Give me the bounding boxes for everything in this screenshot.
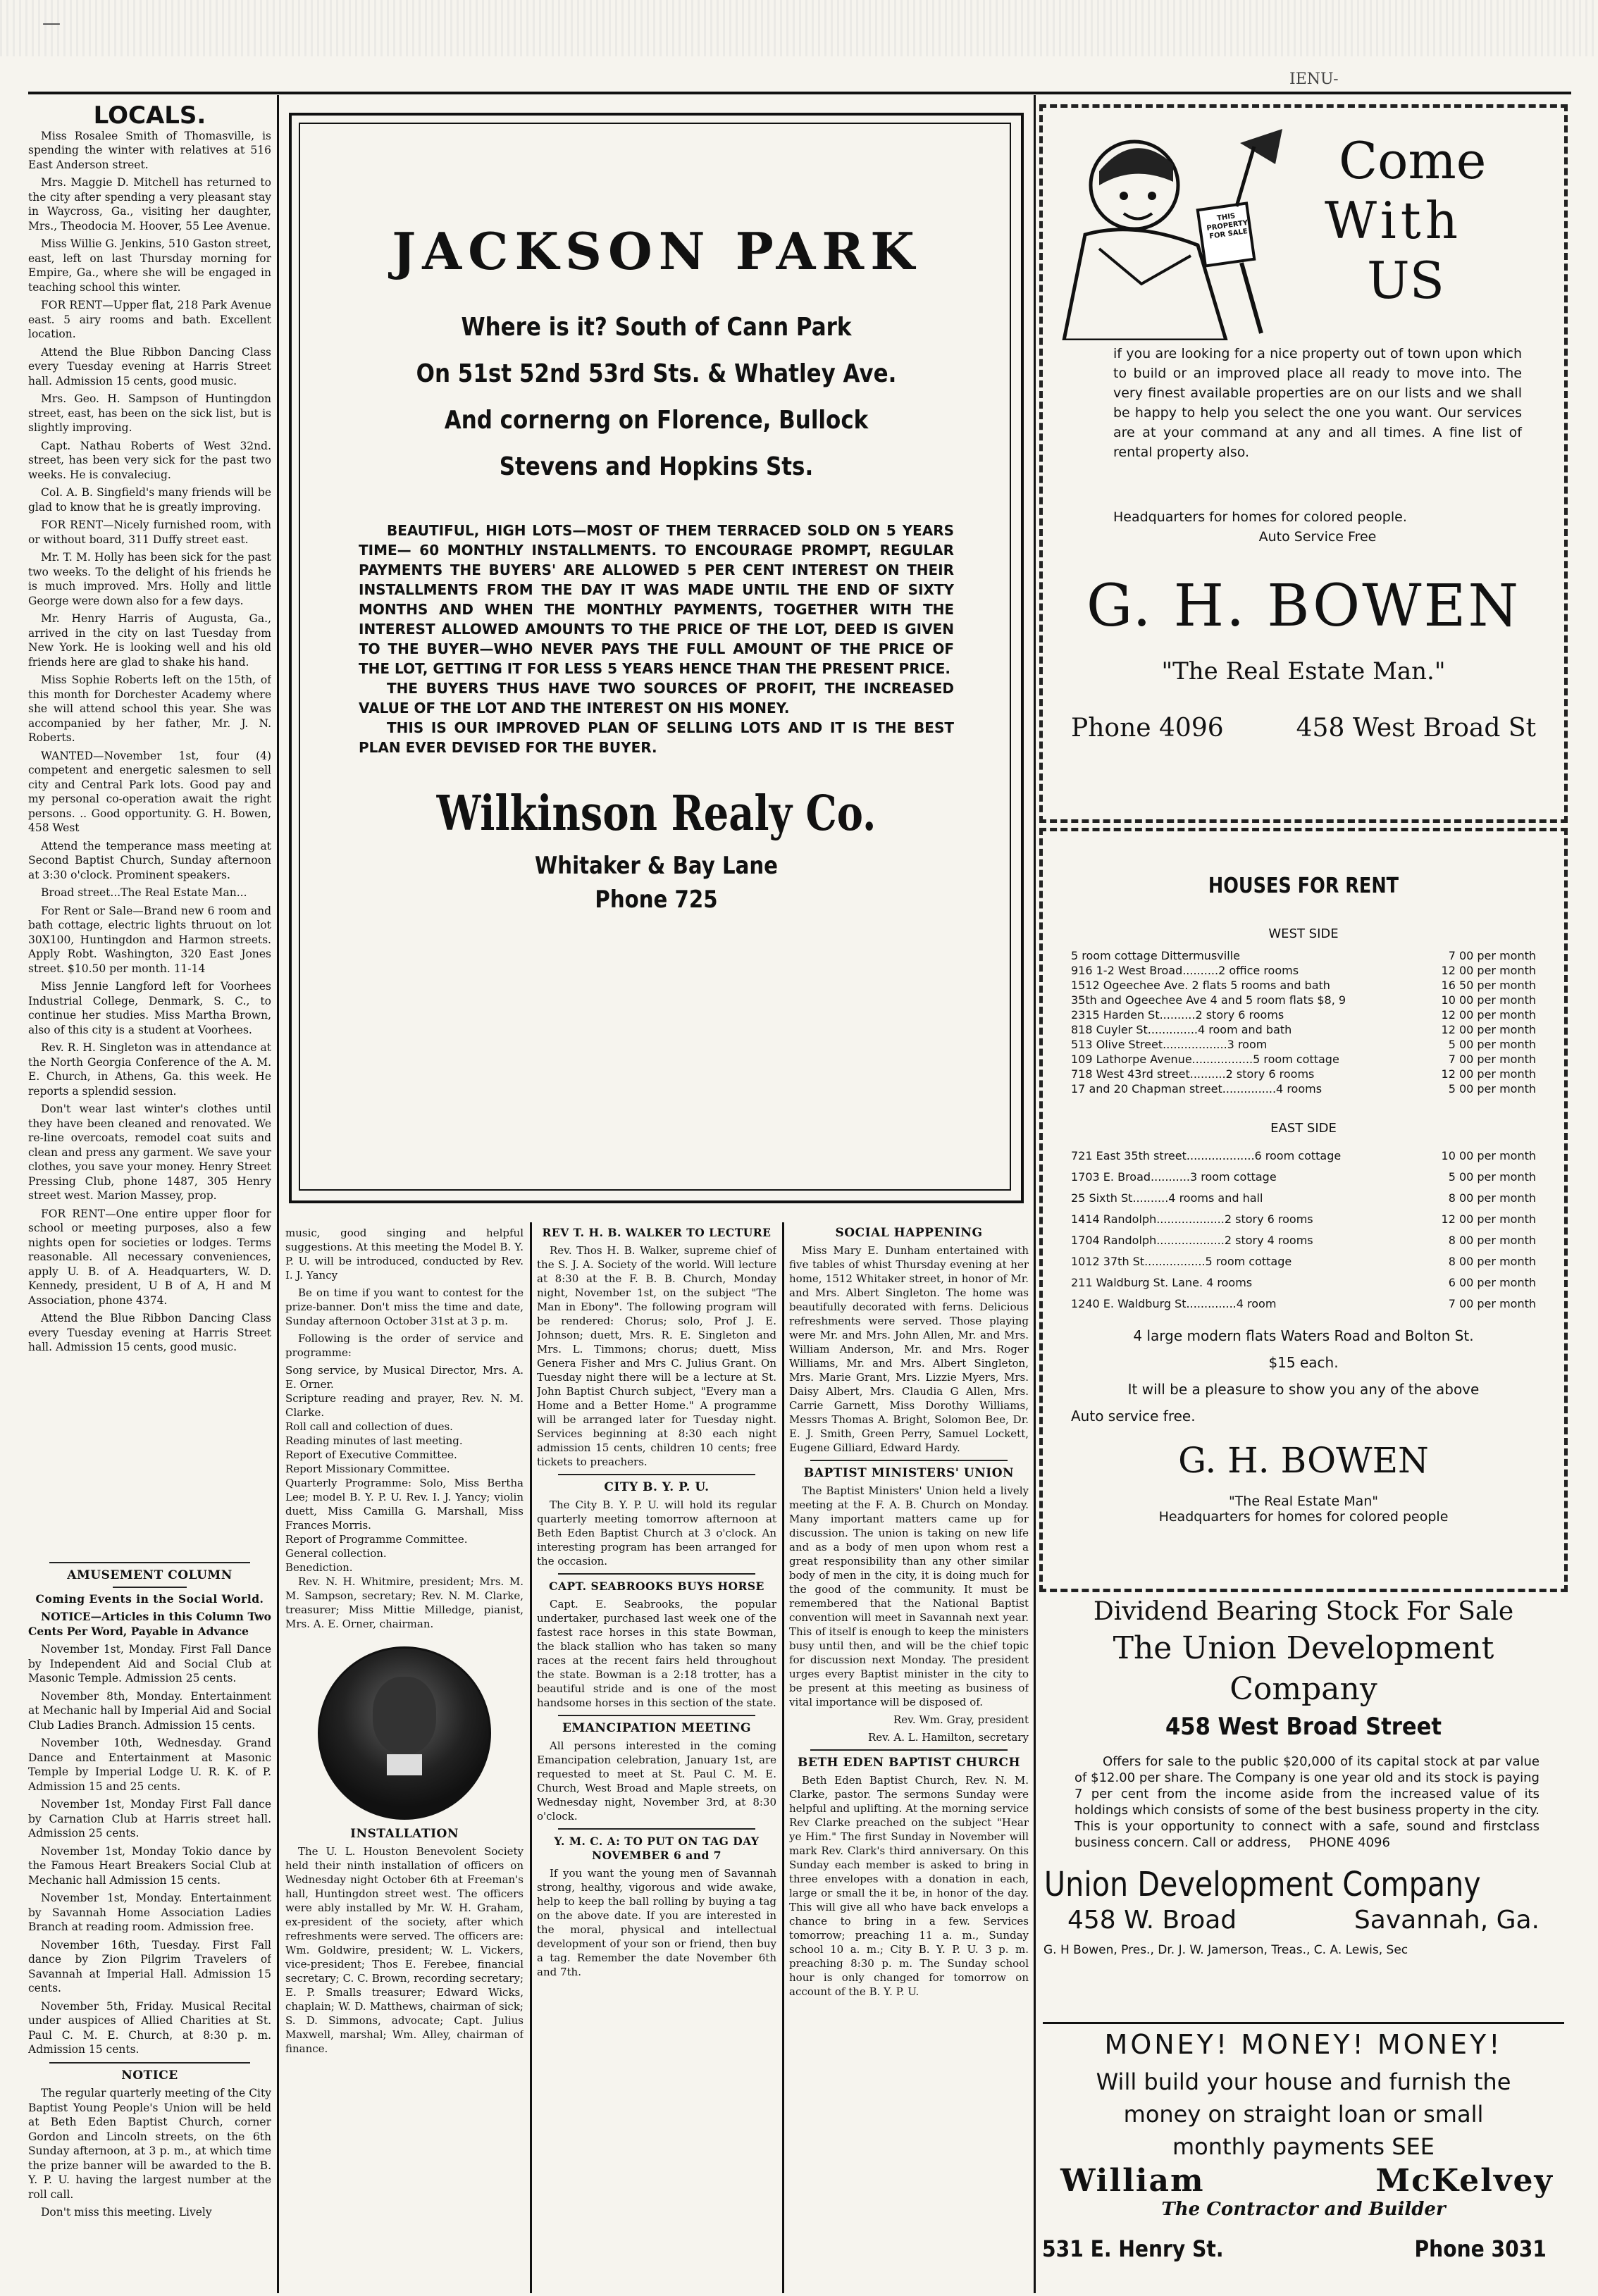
local-news-item: Miss Jennie Langford left for Voorhees Industrial College, Denmark, S. C., to continue her studies. Miss Martha Brown, also of this city is a student at Voorhees. <box>28 980 271 1036</box>
rent-address: 109 Lathorpe Avenue.................5 room cottage <box>1071 1053 1339 1066</box>
scan-noise-strip <box>0 0 1598 56</box>
body-para-1: BEAUTIFUL, HIGH LOTS—MOST OF THEM TERRACED SOLD ON 5 YEARS TIME— 60 MONTHLY INSTALLMENTS. TO ENCOURAGE PROMPT, REGULAR PAYMENTS THE BUYERS' ARE ALLOWED 5 PER CENT INTEREST ON THEIR INSTALLMENTS FROM THE DAY IT WAS MADE UNTIL THE END OF SIXTY MONTHS AND WHEN THE MONTHLY PAYMENTS, TOGETHER WITH THE INTEREST ALLOWED AMOUNTS TO THE PRICE OF THE LOT, DEED IS GIVEN TO THE BUYER—WHO NEVER PAYS THE FULL AMOUNT OF THE PRICE OF THE LOT, GETTING IT FOR LESS 5 YEARS HENCE THAN THE PRESENT PRICE. <box>359 522 954 677</box>
company-address: Whitaker & Bay Lane <box>535 852 778 880</box>
program-list <box>285 1363 524 1575</box>
stock-body-text: Offers for sale to the public $20,000 of its capital stock at par value of $12.00 per share. The Company is one year old and its stock is paying 7 per cent from the income aside from the increased value of its holdings which consists of some of the best business property in the city. This is your opportunity to connect with a safe, sound and firstclass business concern. Call or address, <box>1074 1754 1540 1850</box>
flats-price: $15 each. <box>1268 1354 1339 1371</box>
rent-address: 721 East 35th street...................6 room cottage <box>1071 1149 1342 1162</box>
ministers-union-text: The Baptist Ministers' Union held a lively meeting at the F. A. B. Church on Monday. Many important matters came up for discussion. The union is taking on new life and as a body of men upon whom rest a great responsibility than any other similar body of men in the city, it is doing much for the good of the community. It must be remembered that the National Baptist convention will meet in Savannah next year. This of itself is enough to keep the ministers busy until then, and will be the chief topic for discussion next Monday. The president urges every Baptist minister in the city to be present at this meeting as business of vital importance will be disposed of. <box>789 1484 1029 1708</box>
rent-price: 16 50 per month <box>1441 979 1536 992</box>
west-side-list <box>1071 948 1536 1096</box>
mckelvey-trade: The Contractor and Builder <box>1161 2199 1446 2220</box>
program-item: Report of Executive Committee. <box>285 1448 457 1461</box>
bowen-ad-address: 458 West Broad St <box>1296 714 1536 743</box>
masthead-left: — <box>42 13 61 34</box>
mckelvey-line-1: Will build your house and furnish the <box>1096 2068 1511 2095</box>
local-news-item: Mr. T. M. Holly has been sick for the past two weeks. To the delight of his friends he is much improved. Mrs. Holly and little George were down also for a few days. <box>28 551 271 607</box>
location-line-4: Stevens and Hopkins Sts. <box>499 452 814 481</box>
bowen-come-with-us-ad <box>1039 104 1568 823</box>
event-item: November 1st, Monday. First Fall Dance by Independent Aid and Social Club at Masonic Temple. Admission 25 cents. <box>28 1643 271 1684</box>
local-news-item: Mrs. Geo. H. Sampson of Huntingdon street, east, has been on the sick list, but is slightly improving. <box>28 392 271 434</box>
amusement-column <box>28 1557 271 2290</box>
body-para-3: THIS IS OUR IMPROVED PLAN OF SELLING LOTS AND IT IS THE BEST PLAN EVER DEVISED FOR THE BUYER. <box>359 719 954 756</box>
rent-price: 5 00 per month <box>1448 1038 1536 1051</box>
union-development-ad <box>1039 1596 1568 2018</box>
rent-price: 7 00 per month <box>1448 949 1536 962</box>
local-news-item: Attend the Blue Ribbon Dancing Class every Tuesday evening at Harris Street hall. Admission 15 cents, good music. <box>28 1312 271 1353</box>
bowen-ad-body: if you are looking for a nice property out of town upon which to build or an improved place all ready to move into. The very finest available properties are on our lists and we shall be happy to help you select the one you want. Our services are at your command at any and all times. A fine list of rental property also. <box>1113 346 1522 460</box>
rent-listing-row <box>1071 948 1536 963</box>
east-side-label: EAST SIDE <box>1270 1121 1337 1136</box>
company-title: The Union Development Company <box>1113 1630 1494 1707</box>
rent-listing-row <box>1071 1272 1536 1293</box>
event-item: November 16th, Tuesday. First Fall dance by Zion Pilgrim Travelers of Savannah at Imperial Hall. Admission 15 cents. <box>28 1938 271 1994</box>
union-signature-1: Rev. Wm. Gray, president <box>893 1713 1029 1726</box>
local-news-item: WANTED—November 1st, four (4) competent and energetic salesmen to sell city and Central Park lots. Good pay and my personal co-operation await the right persons. .. Good opportunity. G. H. Bowen, 458 West <box>28 749 271 834</box>
union-dev-name: Union Development Company <box>1043 1865 1481 1904</box>
col-rule-1 <box>277 95 279 2293</box>
rent-address: 35th and Ogeechee Ave 4 and 5 room flats $8, 9 <box>1071 993 1346 1007</box>
rent-address: 1414 Randolph...................2 story 6 rooms <box>1071 1212 1313 1226</box>
headline-us: US <box>1367 251 1445 310</box>
rent-listing-row <box>1071 963 1536 978</box>
divider <box>558 1715 755 1716</box>
company-street: 458 West Broad Street <box>1165 1713 1442 1741</box>
flats-line: 4 large modern flats Waters Road and Bolton St. <box>1133 1327 1474 1344</box>
local-news-item: Miss Willie G. Jenkins, 510 Gaston street, east, left on last Thursday morning for Empire, Ga., where she will be engaged in teaching school this winter. <box>28 237 271 294</box>
social-column <box>789 1226 1029 2293</box>
headline-with: With <box>1325 191 1463 250</box>
rent-price: 5 00 per month <box>1448 1170 1536 1184</box>
mckelvey-first-name: William <box>1060 2163 1205 2199</box>
program-item: Quarterly Programme: Solo, Miss Bertha Lee; model B. Y. P. U. Rev. I. J. Yancy; violin duett, Miss Camilla G. Marshall, Miss Frances Morris. <box>285 1477 524 1532</box>
local-news-item: Capt. Nathau Roberts of West 32nd. street, has been very sick for the past two weeks. He is convaleciug. <box>28 439 271 481</box>
col-rule-4 <box>782 1222 784 2293</box>
money-headline: MONEY! MONEY! MONEY! <box>1104 2029 1503 2060</box>
rent-price: 6 00 per month <box>1448 1276 1536 1289</box>
auto-service-line: Auto service free. <box>1071 1408 1196 1425</box>
rent-address: 818 Cuyler St..............4 room and bath <box>1071 1023 1292 1036</box>
local-news-item: FOR RENT—Nicely furnished room, with or without board, 311 Duffy street east. <box>28 519 271 546</box>
rent-address: 25 Sixth St..........4 rooms and hall <box>1071 1191 1263 1205</box>
stock-body <box>1074 1754 1540 1851</box>
rent-address: 2315 Harden St..........2 story 6 rooms <box>1071 1008 1284 1022</box>
emancipation-text: All persons interested in the coming Emancipation celebration, January 1st, are requested to meet at St. Paul C. M. E. Church, West Broad and Maple streets, on Wednesday night, November 3rd, at 8:30 o'clock. <box>537 1739 776 1823</box>
portrait-face-icon <box>373 1677 436 1754</box>
rent-price: 7 00 per month <box>1448 1297 1536 1310</box>
beth-eden-text: Beth Eden Baptist Church, Rev. N. M. Clarke, pastor. The sermons Sunday were helpful and uplifting. At the morning service Rev Clarke preached on the subject "Hear ye Him." The first Sunday in November will mark Rev. Clark's third anniversary. On this Sunday each member is asked to bring in three envelopes with a donation in each, large or small the it be, in honor of the day. This will give all who have back envelops a chance to bring in a few. Services tomorrow; preaching 11 a. m., Sunday school 10 a. m.; City B. Y. P. U. 3 p. m. preaching 8:30 p. m. The Sunday school hour is only changed for tomorrow on account of the B. Y. P. U. <box>789 1774 1029 1998</box>
mckelvey-phone: Phone 3031 <box>1414 2235 1547 2262</box>
walker-text: Rev. Thos H. B. Walker, supreme chief of the S. J. A. Society of the world. Will lecture at 8:30 at the F. B. B. Church, Monday night, November 1st, on the subject "The Man in Ebony". The following program will be rendered: Chorus; solo, Prof J. E. Johnson; duett, Mrs. R. E. Singleton and Mrs. L. Timmons; chorus; duett, Miss Genera Fisher and Mrs C. Julius Grant. On Tuesday night there will be a lecture at St. John Baptist Church subject, "Every man a Home and a Better Home." A programme will be arranged later for Tuesday night. Services beginning at 8:30 each night admission 15 cents, children 10 cents; free tickets to preachers. <box>537 1244 776 1468</box>
east-side-list <box>1071 1146 1536 1315</box>
program-item: Scripture reading and prayer, Rev. N. M. Clarke. <box>285 1392 524 1419</box>
ministers-union-title: BAPTIST MINISTERS' UNION <box>803 1466 1015 1480</box>
location-line-2: On 51st 52nd 53rd Sts. & Whatley Ave. <box>416 359 897 388</box>
salesman-illustration-icon <box>1057 122 1289 340</box>
rent-price: 8 00 per month <box>1448 1191 1536 1205</box>
social-text: Miss Mary E. Dunham entertained with five tables of whist Thursday evening at her home, 1512 Whitaker street, in honor of Mr. and Mrs. Albert Singleton. The home was beautifully decorated with ferns. Delicious refreshments were served. Those playing were Mr. and Mrs. John Allen, Mr. and Mrs. William Anderson, Mr. and Mrs. Roger Williams, Mr. and Mrs. Albert Singleton, Mrs. Marie Grant, Mrs. Lizzie Myers, Mrs. Daisy Albert, Mrs. Claudia G Allen, Mrs. Carrie Garnett, Miss Dorothy Williams, Messrs Thomas A. Bright, Solomon Bee, Dr. E. J. Smith, Green Perry, Samuel Lockett, Eugene Gilliard, Edward Hardy. <box>789 1244 1029 1454</box>
rent-address: 513 Olive Street..................3 room <box>1071 1038 1268 1051</box>
bowen-ad-name: G. H. BOWEN <box>1086 573 1521 640</box>
program-item: Report Missionary Committee. <box>285 1463 450 1475</box>
rent-listing-row <box>1071 1022 1536 1037</box>
walker-column <box>537 1226 776 2293</box>
local-news-item: Don't wear last winter's clothes until they have been cleaned and renovated. We re-line overcoats, remodel coat suits and clean and press any garment. We save your clothes, you save your money. Henry Street Pressing Club, phone 1487, 305 Henry street west. Marion Massey, prop. <box>28 1103 271 1202</box>
program-item: Benediction. <box>285 1561 353 1574</box>
masthead-right: IENU- <box>1289 70 1339 88</box>
social-title: SOCIAL HAPPENING <box>835 1226 983 1240</box>
houses-title: HOUSES FOR RENT <box>1208 874 1399 898</box>
rent-address: 1512 Ogeechee Ave. 2 flats 5 rooms and bath <box>1071 979 1330 992</box>
rent-listing-row <box>1071 1081 1536 1096</box>
pleasure-line: It will be a pleasure to show you any of the above <box>1127 1381 1480 1398</box>
location-line-1: Where is it? South of Cann Park <box>461 313 852 342</box>
local-news-item: Attend the temperance mass meeting at Second Baptist Church, Sunday afternoon at 3:30 o'clock. Prominent speakers. <box>28 839 271 881</box>
amusement-subtitle: Coming Events in the Social World. <box>35 1591 264 1606</box>
horse-text: Capt. E. Seabrooks, the popular undertaker, purchased last week one of the fastest race horses in this state Bowman, the black stallion who has taken so many races at the recent fairs held throughout the state. Bowman is a 2:18 trotter, has a beautiful stride and is one of the most handsome horses in this section of the state. <box>537 1598 776 1709</box>
local-news-item: FOR RENT—Upper flat, 218 Park Avenue east. 5 airy rooms and bath. Excellent location. <box>28 299 271 340</box>
west-side-label: WEST SIDE <box>1268 926 1339 941</box>
mckelvey-line-2: money on straight loan or small <box>1123 2101 1484 2128</box>
sign-text: THIS PROPERTY FOR SALE <box>1206 212 1249 241</box>
rent-listing-row <box>1071 1230 1536 1251</box>
locals-column <box>28 106 271 1557</box>
rent-price: 10 00 per month <box>1441 1149 1536 1162</box>
rent-price: 8 00 per month <box>1448 1234 1536 1247</box>
rent-price: 7 00 per month <box>1448 1053 1536 1066</box>
local-news-item: Col. A. B. Singfield's many friends will be glad to know that he is greatly improving. <box>28 486 271 514</box>
officers-list: Rev. N. H. Whitmire, president; Mrs. M. M. Sampson, secretary; Rev. N. M. Clarke, treasurer; Miss Mittie Milledge, pianist, Mrs. A. E. Orner, chairman. <box>285 1575 524 1630</box>
divider <box>558 1828 755 1830</box>
local-news-item: Miss Sophie Roberts left on the 15th, of this month for Dorchester Academy where she will attend school this year. She was accompanied by her father, Mr. J. N. Roberts. <box>28 674 271 744</box>
top-rule <box>28 92 1571 94</box>
event-item: November 8th, Monday. Entertainment at Mechanic hall by Imperial Aid and Social Club Ladies Branch. Admission 15 cents. <box>28 1689 271 1732</box>
rent-price: 12 00 per month <box>1441 1023 1536 1036</box>
rent-address: 17 and 20 Chapman street...............4 rooms <box>1071 1082 1323 1096</box>
locals-title: LOCALS. <box>93 106 206 130</box>
bowen-ad-hq: Headquarters for homes for colored people. <box>1113 509 1407 525</box>
rent-address: 211 Waldburg St. Lane. 4 rooms <box>1071 1276 1253 1289</box>
rent-address: 1703 E. Broad...........3 room cottage <box>1071 1170 1277 1184</box>
rent-listing-row <box>1071 1167 1536 1188</box>
divider-mckelvey <box>1043 2022 1564 2024</box>
local-news-item: Attend the Blue Ribbon Dancing Class every Tuesday evening at Harris Street hall. Admission 15 cents, good music. <box>28 345 271 387</box>
divider <box>558 1573 755 1575</box>
rent-address: 718 West 43rd street..........2 story 6 rooms <box>1071 1067 1315 1081</box>
jackson-park-ad <box>289 113 1024 1203</box>
portrait-photo <box>318 1646 491 1820</box>
event-list <box>28 1642 271 2057</box>
notice-closing: Don't miss this meeting. Lively <box>41 2206 212 2219</box>
local-news-item: Mr. Henry Harris of Augusta, Ga., arrived in the city on last Tuesday from New York. He is looking well and his old friends here are glad to shake his hand. <box>28 612 271 669</box>
event-item: November 5th, Friday. Musical Recital under auspices of Allied Charities at St. Paul C. M. E. Church, at 8:30 p. m. Admission 15 cents. <box>28 1999 271 2056</box>
rent-price: 12 00 per month <box>1441 1008 1536 1022</box>
jackson-park-title: JACKSON PARK <box>392 221 921 281</box>
installation-text: The U. L. Houston Benevolent Society held their ninth installation of officers on Wednesday night October 6th at Freeman's hall, Huntingdon street west. The officers were ably installed by Mr. W. H. Graham, ex-president of the society, after which refreshments were served. The officers are: Wm. Goldwire, president; W. L. Vickers, vice-president; Thos E. Ferebee, financial secretary; C. C. Brown, recording secretary; E. P. Smalls treasurer; Edward Wicks, chaplain; W. D. Matthews, chairman of sick; S. D. Simmons, advocate; Capt. Julius Maxwell, marshal; Wm. Alley, chairman of finance. <box>285 1845 524 2055</box>
horse-title: CAPT. SEABROOKS BUYS HORSE <box>549 1580 764 1593</box>
houses-hq: Headquarters for homes for colored people <box>1158 1509 1449 1525</box>
city-bypu-title: CITY B. Y. P. U. <box>604 1480 710 1494</box>
divider <box>113 1587 187 1588</box>
city-bypu-text: The City B. Y. P. U. will hold its regular quarterly meeting tomorrow afternoon at Beth Eden Baptist Church at 3 o'clock. An interesting program has been arranged for the occasion. <box>537 1498 776 1568</box>
installation-para-1: Be on time if you want to contest for the prize-banner. Don't miss the time and date, Sunday afternoon October 31st at 3 p. m. <box>285 1286 524 1327</box>
rent-listing-row <box>1071 978 1536 993</box>
company-name: Wilkinson Realy Co. <box>436 786 877 842</box>
ymca-title: Y. M. C. A: TO PUT ON TAG DAY NOVEMBER 6 and 7 <box>554 1835 760 1862</box>
program-item: Roll call and collection of dues. <box>285 1420 453 1433</box>
rent-price: 12 00 per month <box>1441 964 1536 977</box>
location-line-3: And cornerng on Florence, Bullock <box>444 406 869 435</box>
union-dev-officers: G. H Bowen, Pres., Dr. J. W. Jamerson, Treas., C. A. Lewis, Sec <box>1043 1943 1408 1957</box>
divider <box>49 1562 250 1563</box>
rent-listing-row <box>1071 1188 1536 1209</box>
rent-listing-row <box>1071 993 1536 1007</box>
program-item: General collection. <box>285 1547 387 1560</box>
rent-address: 916 1-2 West Broad..........2 office rooms <box>1071 964 1299 977</box>
rent-price: 10 00 per month <box>1441 993 1536 1007</box>
body-para-2: THE BUYERS THUS HAVE TWO SOURCES OF PROFIT, THE INCREASED VALUE OF THE LOT AND THE INTEREST ON HIS MONEY. <box>359 680 954 716</box>
union-dev-address: 458 W. Broad <box>1067 1906 1237 1935</box>
rent-address: 5 room cottage Dittermusville <box>1071 949 1240 962</box>
local-news-item: Rev. R. H. Singleton was in attendance at the North Georgia Conference of the A. M. E. Church, in Athens, Ga. this week. He reports a splendid session. <box>28 1041 271 1098</box>
rent-listing-row <box>1071 1293 1536 1315</box>
installation-lead: music, good singing and helpful suggestions. At this meeting the Model B. Y. P. U. will be introduced, conducted by Rev. I. J. Yancy <box>285 1227 524 1282</box>
rent-listing-row <box>1071 1209 1536 1230</box>
bowen-ad-phone: Phone 4096 <box>1071 714 1224 743</box>
mckelvey-line-3: monthly payments SEE <box>1172 2133 1435 2160</box>
local-news-item: FOR RENT—One entire upper floor for school or meeting purposes, also a few nights open for societies or lodges. Terms reasonable. All necessary conveniences, apply U. B. of A. Headquarters, W. D. Kennedy, president, U B of A, H and M Association, phone 4374. <box>28 1207 271 1307</box>
company-phone: Phone 725 <box>595 886 718 914</box>
union-dev-city: Savannah, Ga. <box>1354 1906 1540 1935</box>
stock-title: Dividend Bearing Stock For Sale <box>1093 1597 1514 1626</box>
beth-eden-title: BETH EDEN BAPTIST CHURCH <box>798 1756 1020 1770</box>
col-rule-3 <box>530 1222 532 2293</box>
local-news-item: Miss Rosalee Smith of Thomasville, is spending the winter with relatives at 516 East Anderson street. <box>28 129 271 171</box>
bowen-ad-auto: Auto Service Free <box>1258 529 1377 545</box>
divider <box>558 1474 755 1475</box>
houses-for-rent-ad <box>1039 828 1568 1592</box>
rent-listing-row <box>1071 1052 1536 1067</box>
ymca-text: If you want the young men of Savannah strong, healthy, vigorous and wide awake, help to keep the ball rolling by buying a tag on the above date. If you are interested in the moral, physical and intellectual development of your son or friend, then buy a tag. Remember the date November 6th and 7th. <box>537 1867 776 1978</box>
divider <box>810 1749 1008 1751</box>
jackson-park-body <box>320 521 993 757</box>
event-item: November 1st, Monday. Entertainment by Savannah Home Association Ladies Branch at reading room. Admission free. <box>28 1892 271 1933</box>
rent-price: 8 00 per month <box>1448 1255 1536 1268</box>
program-item: Song service, by Musical Director, Mrs. A. E. Orner. <box>285 1364 524 1391</box>
mckelvey-address: 531 E. Henry St. <box>1042 2235 1224 2262</box>
notice-text: The regular quarterly meeting of the City Baptist Young People's Union will be held at Beth Eden Baptist Church, corner Gordon and Lincoln streets, on the 6th Sunday afternoon, at 3 p. m., at which time the prize banner will be awarded to the B. Y. P. U. having the largest number at the roll call. <box>28 2087 271 2201</box>
event-item: November 1st, Monday First Fall dance by Carnation Club at Harris street hall. Admission 25 cents. <box>28 1798 271 1839</box>
program-item: Report of Programme Committee. <box>285 1533 468 1546</box>
divider <box>810 1460 1008 1461</box>
amusement-notice: NOTICE—Articles in this Column Two Cents Per Word, Payable in Advance <box>28 1610 271 1638</box>
local-news-item: Mrs. Maggie D. Mitchell has returned to the city after spending a very pleasant stay in Waycross, Ga., visiting her daughter, Mrs., Theodocia M. Hoover, 55 Lee Avenue. <box>28 176 271 232</box>
houses-bowen-name: G. H. BOWEN <box>1178 1440 1429 1481</box>
divider <box>49 2062 250 2064</box>
event-item: November 10th, Wednesday. Grand Dance and Entertainment at Masonic Temple by Imperial Lodge U. R. K. of P. Admission 15 and 25 cents. <box>28 1737 271 1793</box>
installation-para-2: Following is the order of service and programme: <box>285 1332 524 1359</box>
rent-price: 5 00 per month <box>1448 1082 1536 1096</box>
mckelvey-last-name: McKelvey <box>1375 2163 1554 2199</box>
walker-title: REV T. H. B. WALKER TO LECTURE <box>542 1226 772 1239</box>
rent-listing-row <box>1071 1251 1536 1272</box>
installation-title: INSTALLATION <box>350 1827 459 1841</box>
rent-listing-row <box>1071 1146 1536 1167</box>
local-news-item: Broad street...The Real Estate Man... <box>41 886 247 899</box>
rent-listing-row <box>1071 1067 1536 1081</box>
local-news-item: For Rent or Sale—Brand new 6 room and bath cottage, electric lights thruout on lot 30X100, Huntingdon and Harmon streets. Apply Robt. Washington, 320 East Jones street. $10.50 per month. 11-14 <box>28 904 271 975</box>
emancipation-title: EMANCIPATION MEETING <box>562 1721 752 1735</box>
locals-paragraphs <box>28 129 271 1355</box>
amusement-title: AMUSEMENT COLUMN <box>67 1568 233 1582</box>
union-signature-2: Rev. A. L. Hamilton, secretary <box>867 1731 1029 1744</box>
event-item: November 1st, Monday Tokio dance by the Famous Heart Breakers Social Club at Mechanic hall Admission 15 cents. <box>28 1844 271 1887</box>
houses-tagline: "The Real Estate Man" <box>1228 1494 1379 1509</box>
rent-listing-row <box>1071 1007 1536 1022</box>
rent-price: 12 00 per month <box>1441 1212 1536 1226</box>
program-item: Reading minutes of last meeting. <box>285 1434 463 1447</box>
headline-come: Come <box>1339 131 1487 190</box>
bowen-ad-tagline: "The Real Estate Man." <box>1161 657 1446 685</box>
rent-price: 12 00 per month <box>1441 1067 1536 1081</box>
col-rule-2 <box>1034 95 1036 2293</box>
rent-address: 1012 37th St.................5 room cottage <box>1071 1255 1292 1268</box>
portrait-collar-icon <box>387 1754 422 1775</box>
stock-phone: PHONE 4096 <box>1309 1835 1390 1850</box>
mckelvey-ad <box>1039 2029 1568 2290</box>
installation-column <box>285 1226 524 2293</box>
notice-title: NOTICE <box>121 2068 178 2083</box>
rent-address: 1240 E. Waldburg St..............4 room <box>1071 1297 1277 1310</box>
rent-listing-row <box>1071 1037 1536 1052</box>
rent-address: 1704 Randolph...................2 story 4 rooms <box>1071 1234 1313 1247</box>
